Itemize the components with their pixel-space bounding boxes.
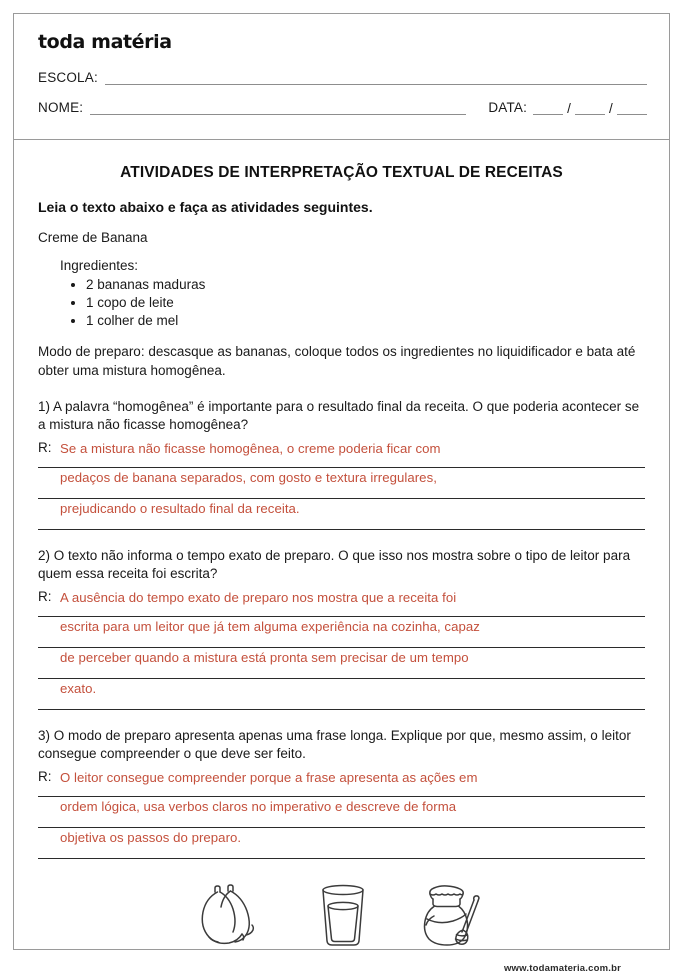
- list-item: • 1 copo de leite: [86, 294, 645, 312]
- ingredients-list: [38, 276, 645, 329]
- answer-text: de perceber quando a mistura está pronta sem precisar de um tempo: [60, 649, 469, 665]
- nome-field-row: [38, 100, 647, 115]
- instruction-text: Leia o texto abaixo e faça as atividades seguintes.: [38, 199, 373, 215]
- question-text-3: 3) O modo de preparo apresenta apenas uma frase longa. Explique por que, mesmo assim, o leitor consegue compreender o que deve ser feito.: [38, 727, 631, 761]
- answer-area-2: [38, 588, 645, 710]
- escola-label: ESCOLA:: [38, 70, 98, 85]
- answer-text: escrita para um leitor que já tem alguma experiência na cozinha, capaz: [60, 618, 480, 634]
- answer-area-3: [38, 768, 645, 859]
- nome-label: NOME:: [38, 100, 84, 115]
- data-slash-2: /: [609, 100, 613, 116]
- list-item: • 2 bananas maduras: [86, 276, 645, 294]
- data-day-input[interactable]: [533, 103, 563, 115]
- method-text: Modo de preparo: descasque as bananas, coloque todos os ingredientes no liquidificador e bata até obter uma mistura homogênea.: [38, 344, 636, 378]
- bananas-icon: [193, 883, 269, 949]
- data-year-input[interactable]: [617, 103, 647, 115]
- escola-field-row: [38, 70, 647, 85]
- answer-line[interactable]: [38, 797, 645, 828]
- answer-line[interactable]: [38, 499, 645, 530]
- answer-text: A ausência do tempo exato de preparo nos mostra que a receita foi: [60, 589, 457, 605]
- question-block-2: [38, 547, 645, 710]
- answer-text: pedaços de banana separados, com gosto e textura irregulares,: [60, 469, 437, 485]
- answer-line[interactable]: [38, 439, 645, 468]
- data-label: DATA:: [488, 100, 528, 115]
- answer-prefix: R:: [38, 769, 52, 785]
- page-title: ATIVIDADES DE INTERPRETAÇÃO TEXTUAL DE RECEITAS: [120, 164, 563, 181]
- worksheet-page: [13, 13, 670, 974]
- answer-text: prejudicando o resultado final da receita.: [60, 500, 300, 516]
- answer-text: exato.: [60, 680, 97, 696]
- question-block-3: [38, 727, 645, 859]
- honey-jar-icon: [417, 881, 491, 949]
- answer-text: ordem lógica, usa verbos claros no imperativo e descreve de forma: [60, 799, 457, 815]
- glass-of-milk-icon: [315, 883, 371, 949]
- data-month-input[interactable]: [575, 103, 605, 115]
- answer-line[interactable]: [38, 768, 645, 797]
- answer-line[interactable]: [38, 617, 645, 648]
- answer-line[interactable]: [38, 648, 645, 679]
- data-field-group: [488, 100, 647, 115]
- ingredients-label: Ingredientes:: [60, 258, 139, 273]
- answer-text: objetiva os passos do preparo.: [60, 830, 242, 846]
- answer-line[interactable]: [38, 828, 645, 859]
- recipe-title: Creme de Banana: [38, 230, 148, 245]
- brand-logo: toda matéria: [38, 31, 172, 53]
- nome-input-line[interactable]: [90, 103, 466, 115]
- answer-prefix: R:: [38, 588, 52, 604]
- answer-line[interactable]: [38, 588, 645, 617]
- answer-text: O leitor consegue compreender porque a frase apresenta as ações em: [60, 770, 478, 786]
- answer-line[interactable]: [38, 679, 645, 710]
- footer-url: www.todamateria.com.br: [503, 963, 621, 974]
- worksheet-content: [14, 140, 669, 974]
- answer-text: Se a mistura não ficasse homogênea, o creme poderia ficar com: [60, 440, 441, 456]
- answer-prefix: R:: [38, 439, 52, 455]
- answer-area-1: [38, 439, 645, 530]
- question-text-2: 2) O texto não informa o tempo exato de preparo. O que isso nos mostra sobre o tipo de leitor para quem essa receita foi escrita?: [38, 547, 631, 581]
- question-block-1: [38, 398, 645, 530]
- illustrations-row: [38, 881, 645, 949]
- data-slash-1: /: [567, 100, 572, 116]
- worksheet-header: [14, 14, 669, 140]
- list-item: • 1 colher de mel: [86, 312, 645, 330]
- escola-input-line[interactable]: [105, 73, 647, 85]
- answer-line[interactable]: [38, 468, 645, 499]
- question-text-1: 1) A palavra “homogênea” é importante para o resultado final da receita. O que poderia acontecer se a mistura não ficasse homogênea?: [38, 398, 640, 432]
